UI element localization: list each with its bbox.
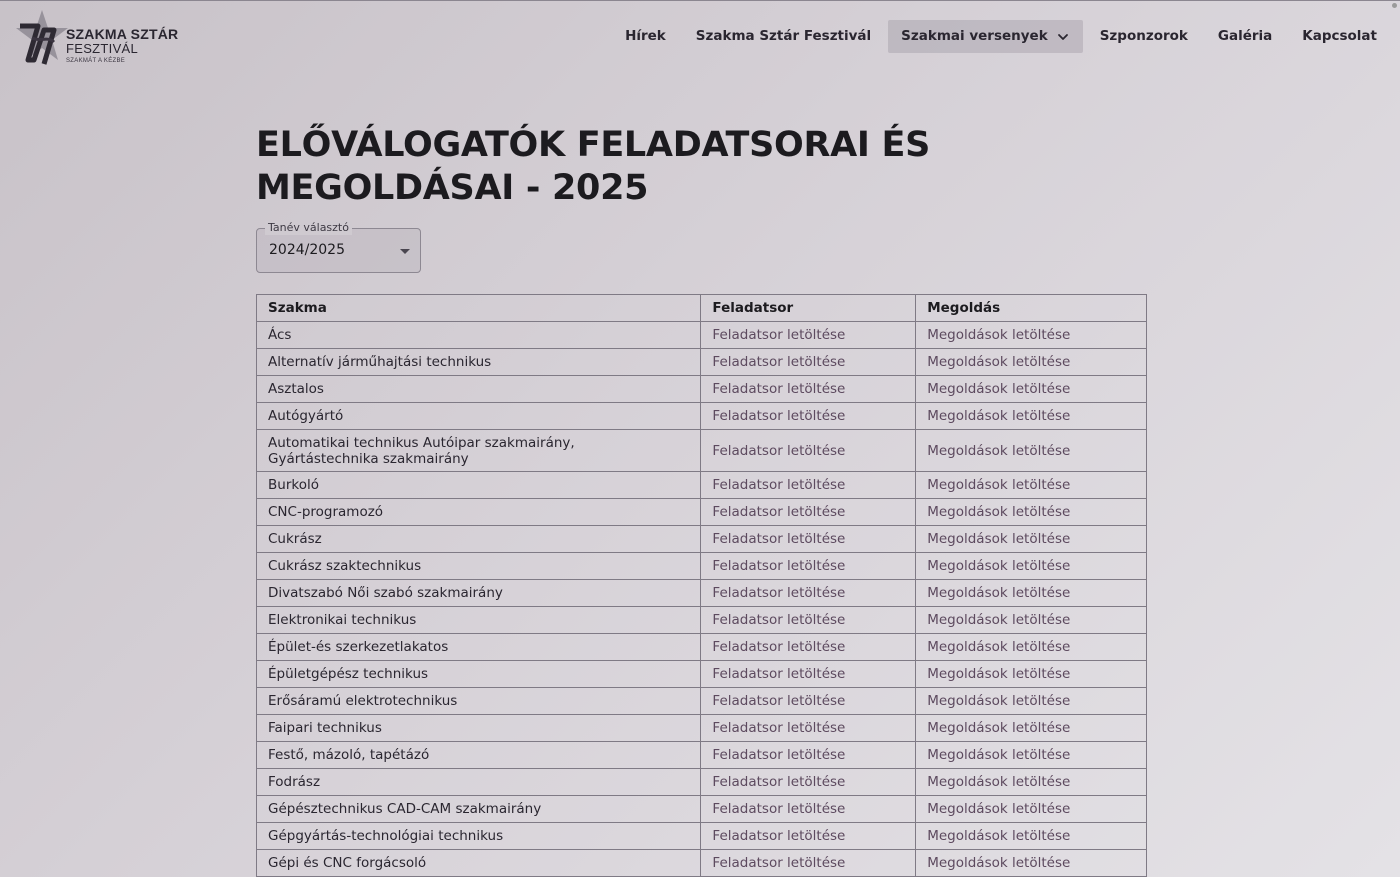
szakma-name: Ács [268, 327, 292, 343]
year-select-value: 2024/2025 [269, 242, 345, 258]
page-title-line1: ELŐVÁLOGATÓK FELADATSORAI ÉS [256, 125, 931, 165]
szakma-cell [257, 526, 701, 553]
nav-item-label: Hírek [625, 28, 666, 44]
download-megoldas-link[interactable]: Megoldások letöltése [916, 430, 1147, 472]
download-megoldas-link[interactable]: Megoldások letöltése [916, 769, 1147, 796]
download-feladatsor-link[interactable]: Feladatsor letöltése [701, 349, 916, 376]
table-row [257, 322, 1147, 349]
download-megoldas-link[interactable]: Megoldások letöltése [916, 322, 1147, 349]
download-feladatsor-link[interactable]: Feladatsor letöltése [701, 661, 916, 688]
table-row [257, 430, 1147, 472]
nav-item-galeria[interactable] [1205, 20, 1285, 53]
download-megoldas-link[interactable]: Megoldások letöltése [916, 688, 1147, 715]
download-megoldas-link[interactable]: Megoldások letöltése [916, 580, 1147, 607]
szakma-cell [257, 742, 701, 769]
szakma-name: Asztalos [268, 381, 324, 397]
download-megoldas-link[interactable]: Megoldások letöltése [916, 634, 1147, 661]
top-border [0, 0, 1400, 1]
download-megoldas-link[interactable]: Megoldások letöltése [916, 607, 1147, 634]
szakma-name: Cukrász [268, 531, 322, 547]
download-megoldas-link[interactable]: Megoldások letöltése [916, 796, 1147, 823]
chevron-down-icon [1056, 30, 1070, 44]
download-megoldas-link[interactable]: Megoldások letöltése [916, 742, 1147, 769]
table-row [257, 580, 1147, 607]
download-feladatsor-link[interactable]: Feladatsor letöltése [701, 850, 916, 877]
download-megoldas-link[interactable]: Megoldások letöltése [916, 376, 1147, 403]
szakma-cell [257, 553, 701, 580]
download-feladatsor-link[interactable]: Feladatsor letöltése [701, 607, 916, 634]
table-body [257, 322, 1147, 877]
download-feladatsor-link[interactable]: Feladatsor letöltése [701, 526, 916, 553]
download-feladatsor-link[interactable]: Feladatsor letöltése [701, 823, 916, 850]
szakma-name: Automatikai technikus Autóipar szakmairány, [268, 434, 575, 451]
download-feladatsor-link[interactable]: Feladatsor letöltése [701, 322, 916, 349]
table-row [257, 769, 1147, 796]
download-feladatsor-link[interactable]: Feladatsor letöltése [701, 403, 916, 430]
star-logo-icon [14, 8, 70, 66]
szakma-name: Cukrász szaktechnikus [268, 558, 422, 574]
download-feladatsor-link[interactable]: Feladatsor letöltése [701, 796, 916, 823]
download-megoldas-link[interactable]: Megoldások letöltése [916, 349, 1147, 376]
logo-subtitle: FESZTIVÁL [66, 41, 139, 56]
nav-item-fesztival[interactable] [683, 20, 884, 53]
table-row [257, 850, 1147, 877]
szakma-cell [257, 607, 701, 634]
szakma-name: Faipari technikus [268, 720, 382, 736]
logo-title: SZAKMA SZTÁR [66, 26, 179, 42]
download-feladatsor-link[interactable]: Feladatsor letöltése [701, 376, 916, 403]
szakma-name: CNC-programozó [268, 504, 384, 520]
szakma-cell [257, 850, 701, 877]
download-megoldas-link[interactable]: Megoldások letöltése [916, 850, 1147, 877]
download-megoldas-link[interactable]: Megoldások letöltése [916, 499, 1147, 526]
download-feladatsor-link[interactable]: Feladatsor letöltése [701, 769, 916, 796]
szakma-name: Alternatív járműhajtási technikus [268, 354, 492, 370]
table-row [257, 403, 1147, 430]
szakma-cell [257, 349, 701, 376]
szakma-name: Erősáramú elektrotechnikus [268, 693, 458, 709]
szakma-name: Épületgépész technikus [268, 666, 429, 682]
download-feladatsor-link[interactable]: Feladatsor letöltése [701, 634, 916, 661]
year-select-label: Tanév választó [265, 221, 352, 235]
szakma-cell [257, 472, 701, 499]
download-megoldas-link[interactable]: Megoldások letöltése [916, 715, 1147, 742]
szakma-cell [257, 403, 701, 430]
download-feladatsor-link[interactable]: Feladatsor letöltése [701, 688, 916, 715]
download-megoldas-link[interactable]: Megoldások letöltése [916, 472, 1147, 499]
nav-item-label: Szponzorok [1099, 28, 1188, 44]
nav-item-label: Szakma Sztár Fesztivál [695, 28, 872, 44]
szakma-cell [257, 661, 701, 688]
table-row [257, 796, 1147, 823]
szakma-cell [257, 376, 701, 403]
szakma-cell [257, 769, 701, 796]
szakma-name: Gépi és CNC forgácsoló [268, 855, 427, 871]
download-feladatsor-link[interactable]: Feladatsor letöltése [701, 742, 916, 769]
szakma-cell [257, 322, 701, 349]
nav-item-szponzorok[interactable] [1087, 20, 1201, 53]
table-row [257, 607, 1147, 634]
szakma-name: Gépgyártás-technológiai technikus [268, 828, 504, 844]
page-title [256, 124, 1156, 210]
site-logo[interactable] [14, 8, 184, 68]
szakma-name: Festő, mázoló, tapétázó [268, 747, 430, 763]
download-megoldas-link[interactable]: Megoldások letöltése [916, 661, 1147, 688]
table-row [257, 499, 1147, 526]
logo-tagline: SZAKMÁT A KÉZBE [66, 58, 126, 64]
szakma-name: Burkoló [268, 477, 319, 493]
szakma-name: Fodrász [268, 774, 321, 790]
table-row [257, 823, 1147, 850]
download-megoldas-link[interactable]: Megoldások letöltése [916, 823, 1147, 850]
table-row [257, 472, 1147, 499]
szakma-cell [257, 634, 701, 661]
column-header-szakma: Szakma [257, 295, 701, 322]
tasks-table [256, 294, 1147, 877]
szakma-name: Autógyártó [268, 408, 344, 424]
column-header-megoldas: Megoldás [916, 295, 1147, 322]
dropdown-arrow-icon [400, 249, 410, 254]
table-header-row [257, 295, 1147, 322]
table-row [257, 553, 1147, 580]
szakma-name: Divatszabó Női szabó szakmairány [268, 585, 503, 601]
szakma-name: Elektronikai technikus [268, 612, 417, 628]
table-row [257, 376, 1147, 403]
szakma-cell [257, 580, 701, 607]
szakma-name: Gépésztechnikus CAD-CAM szakmairány [268, 801, 542, 817]
table-row [257, 661, 1147, 688]
download-feladatsor-link[interactable]: Feladatsor letöltése [701, 715, 916, 742]
table-row [257, 715, 1147, 742]
table-row [257, 349, 1147, 376]
table-row [257, 634, 1147, 661]
download-megoldas-link[interactable]: Megoldások letöltése [916, 526, 1147, 553]
corner-dot [1392, 3, 1397, 8]
nav-item-szakmai-versenyek[interactable] [888, 20, 1083, 53]
column-header-feladatsor: Feladatsor [701, 295, 916, 322]
table-row [257, 742, 1147, 769]
szakma-cell [257, 430, 701, 472]
year-select[interactable] [256, 221, 421, 273]
szakma-cell [257, 796, 701, 823]
nav-item-label: Kapcsolat [1302, 28, 1377, 44]
szakma-cell [257, 688, 701, 715]
download-feladatsor-link[interactable]: Feladatsor letöltése [701, 580, 916, 607]
table-row [257, 526, 1147, 553]
download-feladatsor-link[interactable]: Feladatsor letöltése [701, 472, 916, 499]
szakma-name: Épület-és szerkezetlakatos [268, 639, 449, 655]
nav-item-label: Szakmai versenyek [901, 28, 1048, 44]
nav-item-hirek[interactable] [612, 20, 679, 53]
main-nav [608, 20, 1390, 53]
table-row [257, 688, 1147, 715]
download-feladatsor-link[interactable]: Feladatsor letöltése [701, 499, 916, 526]
download-megoldas-link[interactable]: Megoldások letöltése [916, 403, 1147, 430]
page-title-line2: MEGOLDÁSAI - 2025 [256, 168, 649, 208]
download-feladatsor-link[interactable]: Feladatsor letöltése [701, 430, 916, 472]
szakma-cell [257, 499, 701, 526]
nav-item-kapcsolat[interactable] [1289, 20, 1390, 53]
nav-item-label: Galéria [1217, 28, 1273, 44]
szakma-cell [257, 823, 701, 850]
download-megoldas-link[interactable]: Megoldások letöltése [916, 553, 1147, 580]
szakma-name-line2: Gyártástechnika szakmairány [268, 450, 469, 467]
szakma-cell [257, 715, 701, 742]
download-feladatsor-link[interactable]: Feladatsor letöltése [701, 553, 916, 580]
